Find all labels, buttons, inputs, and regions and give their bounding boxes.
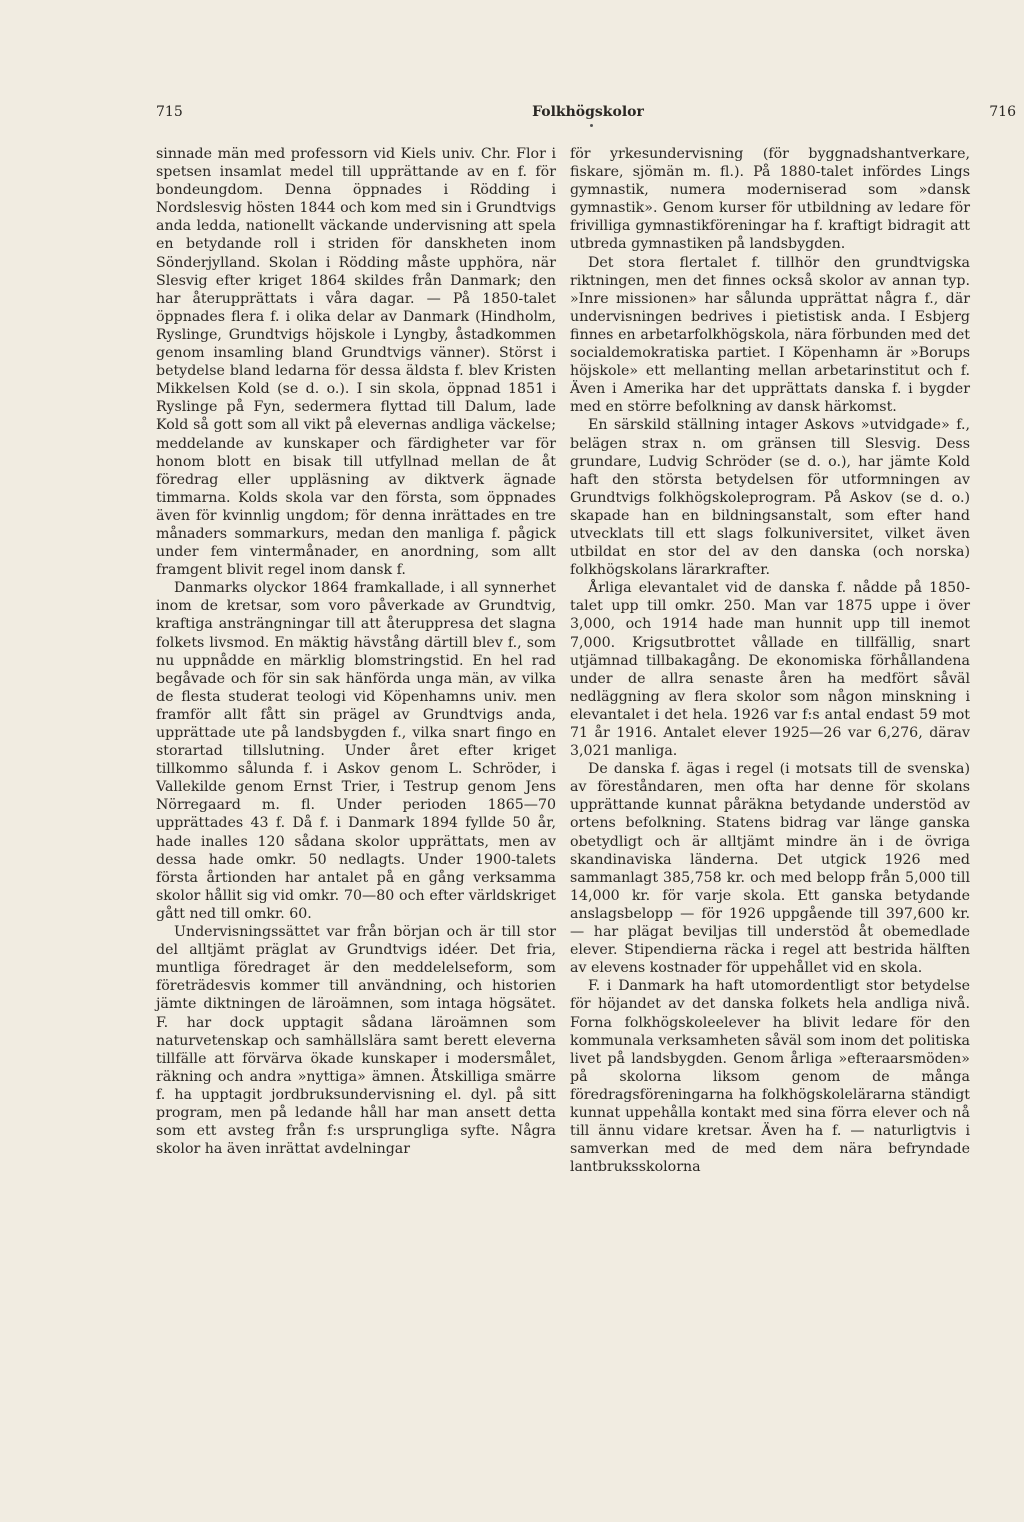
paragraph: Det stora flertalet f. tillhör den grundtvigska riktningen, men det finnes också skolor av annan typ. »Inre missionen» har sålunda upprättat några f., där undervisningen bedrives i pietistisk anda. I Esbjerg finnes en arbetarfolkhögskola, nära förbunden med det socialdemokratiska partiet. I Köpenhamn är »Borups höjskole» ett mellanting mellan arbetarinstitut och f. Även i Amerika har det upprättats danska f. i bygder med en större befolkning av dansk härkomst. [570, 254, 970, 416]
paragraph: Danmarks olyckor 1864 framkallade, i all synnerhet inom de kretsar, som voro påverkade av Grundtvig, kraftiga ansträngningar till att återuppresa det slagna folkets livsmod. En mäktig hävstång därtill blev f., som nu uppnådde en märklig blomstringstid. En hel rad begåvade och för sin sak hänförda unga män, av vilka de flesta studerat teologi vid Köpenhamns univ. men framför allt fått sin prägel av Grundtvigs anda, upprättade ute på landsbygden f., vilka snart fingo en storartad tillslutning. Under året efter kriget tillkommo sålunda f. i Askov genom L. Schröder, i Vallekilde genom Ernst Trier, i Testrup genom Jens Nörregaard m. fl. Under perioden 1865—70 upprättades 43 f. Då f. i Danmark 1894 fyllde 50 år, hade inalles 120 sådana skolor upprättats, men av dessa hade omkr. 50 nedlagts. Under 1900-talets första årtionden har antalet på en gång verksamma skolor hållit sig vid omkr. 70—80 och efter världskriget gått ned till omkr. 60. [156, 580, 556, 922]
page-number-left: 715 [156, 104, 183, 120]
running-title: Folkhögskolor [532, 104, 644, 120]
paragraph: F. i Danmark ha haft utomordentligt stor betydelse för höjandet av det danska folkets hela andliga nivå. Forna folkhögskoleelever ha blivit ledare för den kommunala verksamheten såväl som inom det politiska livet på landsbygden. Genom årliga »efteraarsmöden» på skolorna liksom genom de många föredragsföreningarna ha folkhögskolelärarna ständigt kunnat uppehålla kontakt med sina förra elever och nå till ännu vidare kretsar. Även ha f. — naturligtvis i samverkan med de med dem nära befryndade lantbruksskolorna [570, 978, 970, 1176]
paragraph: Årliga elevantalet vid de danska f. nådde på 1850-talet upp till omkr. 250. Man var 1875 uppe i över 3,000, och 1914 hade man hunnit upp till inemot 7,000. Krigsutbrottet vållade en tillfällig, snart utjämnad tillbakagång. De ekonomiska förhållandena under de allra senaste åren ha medfört såväl nedläggning av flera skolor som någon minskning i elevantalet i det hela. 1926 var f:s antal endast 59 mot 71 år 1916. Antalet elever 1925—26 var 6,276, därav 3,021 manliga. [570, 580, 970, 760]
page-header [156, 104, 1020, 126]
paragraph: En särskild ställning intager Askovs »utvidgade» f., belägen strax n. om gränsen till Slesvig. Dess grundare, Ludvig Schröder (se d. o.), har jämte Kold haft den största betydelsen för utformningen av Grundtvigs folkhögskoleprogram. På Askov (se d. o.) skapade han en bildningsanstalt, som efter hand utvecklats till ett slags folkuniversitet, vilket även utbildat en stor del av den danska (och norska) folkhögskolans lärarkrafter. [570, 417, 970, 579]
page-number-right: 716 [989, 104, 1016, 120]
print-dot [590, 124, 593, 127]
left-column [156, 145, 556, 1158]
right-column [570, 145, 970, 1176]
paragraph: för yrkesundervisning (för byggnadshantverkare, fiskare, sjömän m. fl.). På 1880-talet infördes Lings gymnastik, numera moderniserad som »dansk gymnastik». Genom kurser för utbildning av ledare för frivilliga gymnastikföreningar ha f. kraftigt bidragit att utbreda gymnastiken på landsbygden. [570, 146, 970, 253]
paragraph: De danska f. ägas i regel (i motsats till de svenska) av föreståndaren, men ofta har denne för skolans upprättande kunnat påräkna betydande understöd av ortens befolkning. Statens bidrag var länge ganska obetydligt och är alltjämt mindre än i de övriga skandinaviska länderna. Det utgick 1926 med sammanlagt 385,758 kr. och med belopp från 5,000 till 14,000 kr. för varje skola. Ett ganska betydande anslagsbelopp — för 1926 uppgående till 397,600 kr. — har plägat beviljas till understöd åt obemedlade elever. Stipendierna räcka i regel att bestrida hälften av elevens kostnader för uppehållet vid en skola. [570, 761, 970, 977]
paragraph: sinnade män med professorn vid Kiels univ. Chr. Flor i spetsen insamlat medel till upprättande av en f. för bondeungdom. Denna öppnades i Rödding i Nordslesvig hösten 1844 och kom med sin i Grundtvigs anda ledda, nationellt väckande undervisning att spela en betydande roll i striden för danskheten inom Sönderjylland. Skolan i Rödding måste upphöra, när Slesvig efter kriget 1864 skildes från Danmark; den har återupprättats i våra dagar. — På 1850-talet öppnades flera f. i olika delar av Danmark (Hindholm, Ryslinge, Grundtvigs höjskole i Lyngby, åstadkommen genom insamling bland Grundtvigs vänner). Störst i betydelse bland ledarna för dessa äldsta f. blev Kristen Mikkelsen Kold (se d. o.). I sin skola, öppnad 1851 i Ryslinge på Fyn, sedermera flyttad till Dalum, lade Kold så gott som all vikt på elevernas andliga väckelse; meddelande av kunskaper och färdigheter var för honom blott en bisak till utfyllnad mellan de åt föredrag eller uppläsning av diktverk ägnade timmarna. Kolds skola var den första, som öppnades även för kvinnlig ungdom; för denna inrättades en tre månaders sommarkurs, medan den manliga f. pågick under fem vintermånader, en anordning, som allt framgent blivit regel inom dansk f. [156, 146, 556, 579]
paragraph: Undervisningssättet var från början och är till stor del alltjämt präglat av Grundtvigs idéer. Det fria, muntliga föredraget är den meddelelseform, som företrädesvis kommer till användning, och historien jämte diktningen de läroämnen, som intaga högsätet. F. har dock upptagit sådana läroämnen som naturvetenskap och samhällslära samt berett eleverna tillfälle att förvärva ökade kunskaper i modersmålet, räkning och andra »nyttiga» ämnen. Åtskilliga smärre f. ha upptagit jordbruksundervisning el. dyl. på sitt program, men på ledande håll har man ansett detta som ett avsteg från f:s ursprungliga syfte. Några skolor ha även inrättat avdelningar [156, 924, 556, 1158]
